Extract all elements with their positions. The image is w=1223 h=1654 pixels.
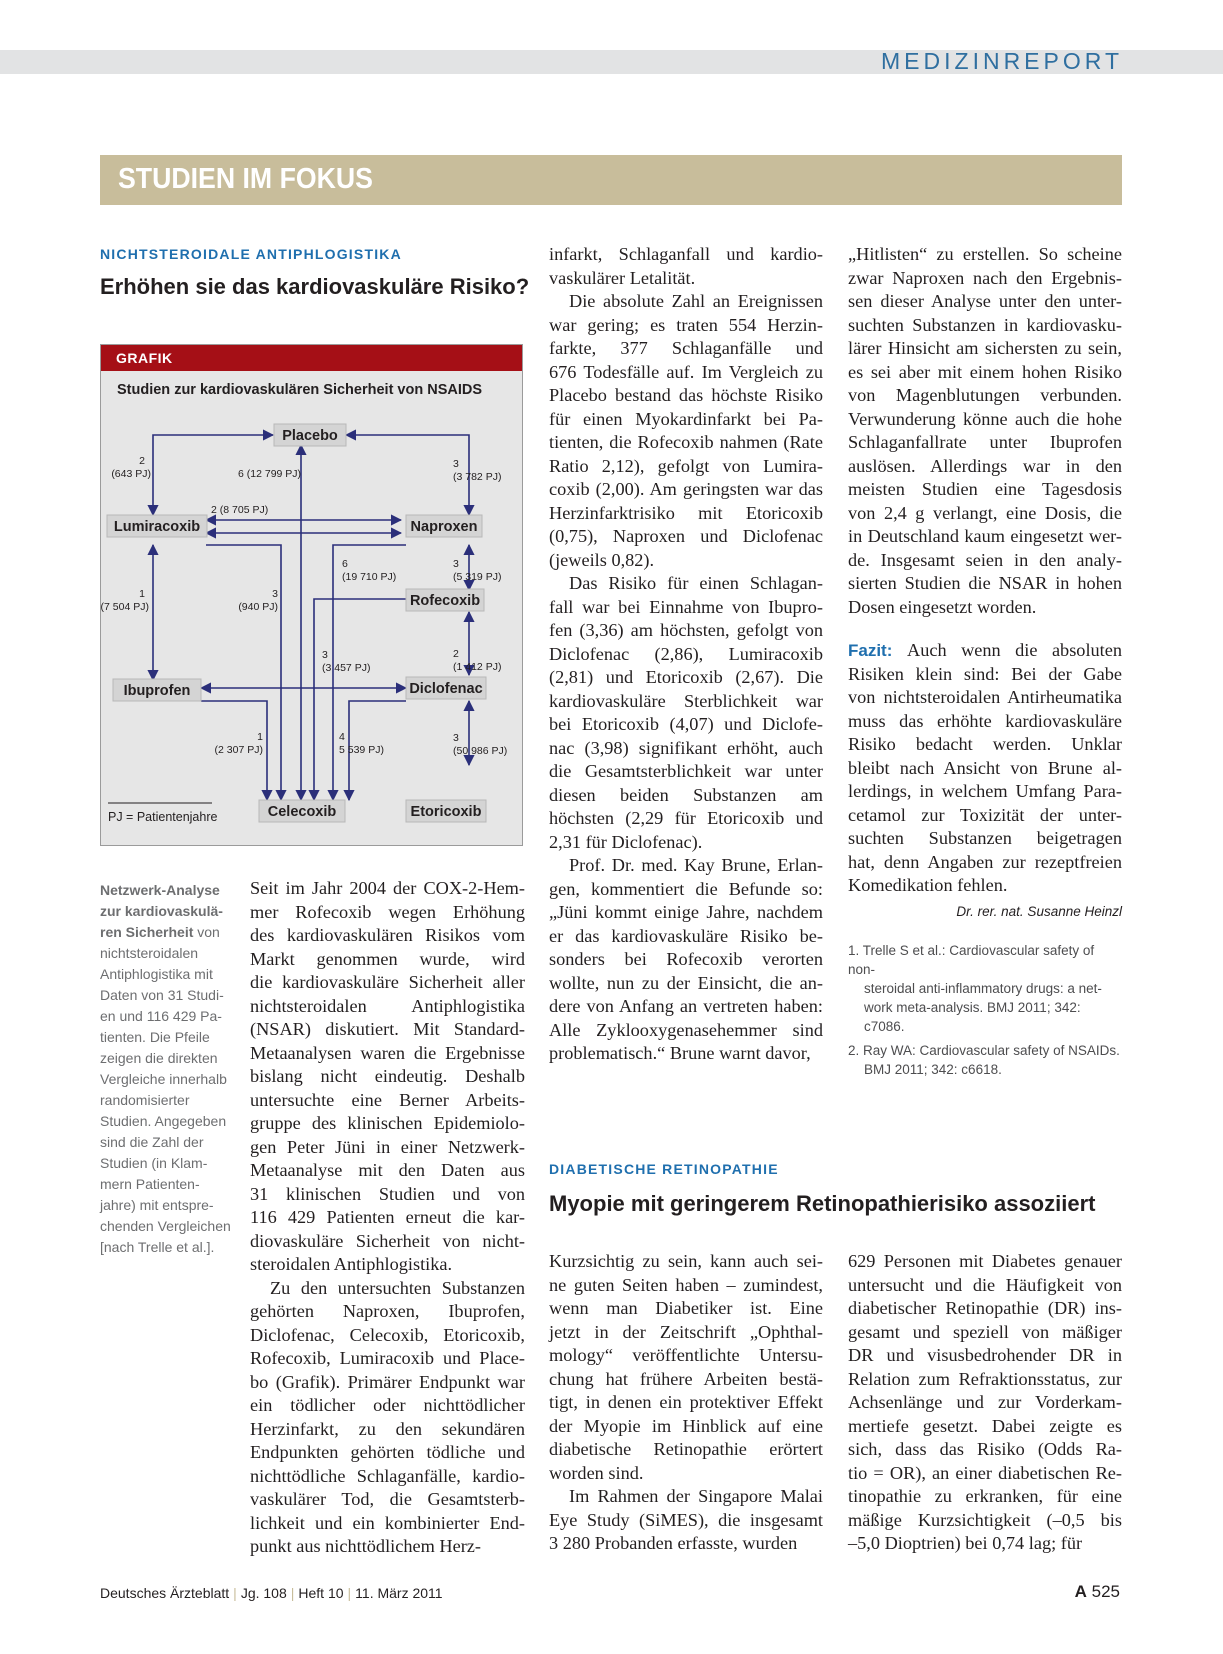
reference-line: BMJ 2011; 342: c6618.: [864, 1062, 1002, 1077]
node-placebo: [274, 424, 346, 446]
fazit-line: von nichtsteroidalen Antirheumatika: [848, 687, 1122, 707]
text-line: gruppe des klinischen Epidemiolo-: [250, 1113, 525, 1133]
text-line: Relation zum Refraktionsstatus, zur: [848, 1368, 1122, 1389]
section-banner: [100, 155, 1122, 205]
text-line: gesamt und speziell von mäßiger: [848, 1321, 1122, 1342]
text-line: für einen Myokardinfarkt bei Pa-: [549, 408, 823, 429]
text-line: ne guten Seiten haben – zumindest,: [549, 1274, 823, 1295]
node-lumiracoxib-label: Lumiracoxib: [113, 519, 201, 535]
network-figure: [100, 344, 523, 846]
edge-label-pj: (940 PJ): [238, 601, 278, 613]
figure-label: GRAFIK: [116, 350, 173, 366]
edge-label-studies: 1: [257, 731, 263, 743]
text-line: lichkeit und ein kombinierter End-: [250, 1512, 525, 1533]
edge-label-studies: 3: [322, 649, 328, 661]
article1-column1: [250, 877, 525, 1559]
text-line: tienten, die Rofecoxib nahmen (Rate: [549, 432, 823, 452]
reference-item: [848, 941, 1122, 1036]
text-line: coxib (2,00). Am geringsten war das: [549, 479, 823, 499]
caption-line: jahre) mit entspre-: [100, 1197, 214, 1213]
fazit-label: Fazit:: [848, 641, 908, 660]
text-line: gehörten Naproxen, Ibuprofen,: [250, 1301, 525, 1321]
footer-journal: Deutsches Ärzteblatt: [100, 1585, 230, 1601]
edge-label-studies: 2: [139, 455, 145, 467]
fazit-line: Komedikation fehlen.: [848, 875, 1008, 895]
node-celecoxib: [259, 800, 345, 822]
edge-placebo-naproxen: [346, 435, 469, 515]
text-line: der Myopie im Hinblick auf eine: [549, 1415, 823, 1436]
edge-label-studies: 3: [453, 558, 459, 570]
text-line: lärer Hinsicht am sichersten zu sein,: [848, 338, 1122, 358]
text-line: Alle Zyklooxygenasehemmer sind: [549, 1019, 823, 1040]
node-rofecoxib: [406, 589, 484, 611]
text-line: er das kardiovaskuläre Risiko be-: [549, 925, 823, 946]
text-line: de. Insgesamt seien in den analy-: [848, 549, 1122, 570]
text-line: diovaskuläre Sicherheit von nicht-: [250, 1230, 525, 1251]
fazit-line: Risiken klein sind: Bei der Gabe: [848, 663, 1122, 684]
text-line: des kardiovaskulären Risikos vom: [250, 925, 525, 945]
page-number-value: 525: [1091, 1582, 1120, 1601]
text-line: kardiovaskuläre Sterblichkeit war: [549, 690, 823, 711]
text-line: worden sind.: [549, 1462, 644, 1483]
caption-line: [nach Trelle et al.].: [100, 1239, 215, 1255]
fazit-line: lerdings, in welchem Umfang Para-: [848, 781, 1122, 801]
edge-label-pj: (3 782 PJ): [453, 471, 502, 483]
footer-citation: Deutsches Ärzteblatt | Jg. 108 | Heft 10 | 11. März 2011: [100, 1585, 443, 1601]
text-line: ein tödlicher oder nichttödlicher: [250, 1395, 525, 1415]
text-line: tio = OR), an einer diabetischen Re-: [848, 1462, 1122, 1483]
text-line: steroidalen Antiphlogistika.: [250, 1254, 453, 1274]
text-line: diabetische Retinopathie erörtert: [549, 1439, 823, 1459]
text-line: problematisch.“ Brune warnt davor,: [549, 1043, 811, 1063]
text-line: sich, dass das Risiko (Odds Ra-: [848, 1439, 1122, 1459]
text-line: Placebo bestand das höchste Risiko: [549, 385, 823, 405]
node-etoricoxib-label: Etoricoxib: [410, 804, 482, 820]
edge-label-pj: (643 PJ): [111, 468, 151, 480]
text-line: (NSAR) diskutiert. Mit Standard-: [250, 1019, 525, 1039]
text-line: punkt aus nichttödlichem Herz-: [250, 1536, 481, 1556]
fazit-line: cetamol zur Toxizität der unter-: [848, 804, 1122, 825]
edge-label-pj: (3 457 PJ): [322, 662, 371, 674]
text-line: nichttödliche Schlaganfälle, kardio-: [250, 1465, 525, 1486]
edge-label-pj: 5 539 PJ): [339, 744, 384, 756]
article1-column3: [848, 243, 1122, 1084]
text-line: es sei aber mit einem hohen Risiko: [848, 361, 1122, 382]
text-line: „Jüni kommt einige Jahre, nachdem: [549, 902, 823, 922]
footer-volume: Jg. 108: [240, 1585, 287, 1601]
text-line: untersucht und die Häufigkeit von: [848, 1274, 1122, 1295]
text-line: Rofecoxib, Lumiracoxib und Place-: [250, 1348, 525, 1368]
caption-line: randomisierter: [100, 1092, 190, 1108]
text-line: bislang nicht eindeutig. Deshalb: [250, 1066, 525, 1086]
text-line: Verwunderung könne auch die hohe: [848, 408, 1122, 429]
node-diclofenac: [406, 677, 486, 699]
node-diclofenac-label: Diclofenac: [409, 681, 483, 697]
caption-line: ren Sicherheit von: [100, 924, 220, 940]
text-line: „Hitlisten“ zu erstellen. So scheine: [848, 244, 1122, 264]
text-line: nichtsteroidalen Antiphlogistika: [250, 995, 525, 1016]
text-line: die kardiovaskuläre Sicherheit aller: [250, 972, 525, 992]
node-rofecoxib-label: Rofecoxib: [409, 593, 481, 609]
text-line: Endpunkten gehörten tödliche und: [250, 1442, 525, 1462]
node-celecoxib-label: Celecoxib: [267, 804, 337, 820]
text-line: 629 Personen mit Diabetes genauer: [848, 1251, 1122, 1271]
edge-label-studies: 4: [339, 731, 345, 743]
text-line: Diclofenac (2,86), Lumiracoxib: [549, 643, 823, 664]
text-line: vaskulärer Letalität.: [549, 267, 696, 288]
author-credit: Dr. rer. nat. Susanne Heinzl: [956, 903, 1122, 919]
text-line: meisten Studien eine Tagesdosis: [848, 479, 1122, 499]
text-line: 31 klinischen Studien und von: [250, 1183, 525, 1204]
caption-line: Netzwerk-Analyse: [100, 882, 220, 898]
text-line: Die absolute Zahl an Ereignissen: [569, 291, 823, 311]
text-line: die Gesamtsterblichkeit war unter: [549, 761, 823, 781]
caption-line: sind die Zahl der: [100, 1134, 204, 1150]
text-line: 116 429 Patienten erneut die kar-: [250, 1207, 525, 1227]
edge-label-pj: (19 710 PJ): [342, 571, 397, 583]
caption-line: Antiphlogistika mit: [100, 966, 213, 982]
edge-label-studies: 6: [342, 558, 348, 570]
text-line: auslösen. Allerdings war in den: [848, 455, 1122, 476]
node-lumiracoxib: [107, 515, 207, 537]
text-line: Schlaganfallrate unter Ibuprofen: [848, 432, 1122, 452]
reference-line: steroidal anti-inflammatory drugs: a net-: [864, 981, 1102, 996]
text-line: 2,31 für Diclofenac).: [549, 831, 703, 852]
edge-label-studies: 2: [453, 648, 459, 660]
caption-line: Daten von 31 Studi-: [100, 987, 224, 1003]
node-naproxen: [406, 515, 482, 537]
edge-label-pj: (1 412 PJ): [453, 661, 502, 673]
node-etoricoxib: [406, 800, 486, 822]
text-line: Zu den untersuchten Substanzen: [270, 1277, 525, 1298]
footer-date: 11. März 2011: [355, 1585, 443, 1601]
text-line: wenn man Diabetiker ist. Eine: [549, 1298, 823, 1318]
caption-line: nichtsteroidalen: [100, 945, 199, 961]
text-line: 3 280 Probanden erfasste, wurden: [549, 1533, 798, 1553]
node-placebo-label: Placebo: [282, 428, 338, 444]
caption-line: tienten. Die Pfeile: [100, 1029, 210, 1045]
footer-issue: Heft 10: [298, 1585, 344, 1601]
edge-label-studies: 3: [453, 458, 459, 470]
fazit-text: Auch wenn die absoluten: [907, 640, 1123, 660]
fazit-line: Risiko bedacht werden. Unklar: [848, 734, 1122, 754]
caption-line: en und 116 429 Pa-: [100, 1008, 222, 1024]
caption-line: Studien (in Klam-: [100, 1155, 208, 1171]
page-number: [1075, 1582, 1120, 1602]
text-line: von Magenblutungen verbunden.: [848, 385, 1122, 405]
text-line: Eye Study (SiMES), die insgesamt: [549, 1509, 823, 1530]
text-line: mertiefe gesetzt. Dabei zeigte es: [848, 1415, 1122, 1436]
text-line: zwar Naproxen nach den Ergebnis-: [848, 267, 1122, 288]
fazit-line: suchten Substanzen beigetragen: [848, 828, 1122, 848]
fazit-line: hat, denn Angaben zur rezeptfreien: [848, 851, 1122, 872]
text-line: diabetischer Retinopathie (DR) ins-: [848, 1298, 1122, 1318]
edge-label-pj: 2 (8 705 PJ): [211, 504, 269, 516]
article1-headline: Erhöhen sie das kardiovaskuläre Risiko?: [100, 274, 530, 299]
text-line: diesen beiden Substanzen am: [549, 784, 823, 805]
article1-kicker: NICHTSTEROIDALE ANTIPHLOGISTIKA: [100, 246, 402, 262]
text-line: Diclofenac, Celecoxib, Etoricoxib,: [250, 1324, 525, 1345]
section-label: MEDIZINREPORT: [881, 48, 1123, 74]
text-line: suchten Substanzen in kardiovasku-: [848, 314, 1122, 335]
fazit-line: muss das erhöhte kardiovaskuläre: [848, 710, 1122, 731]
text-line: Dosen eingesetzt worden.: [848, 596, 1037, 617]
text-line: Im Rahmen der Singapore Malai: [569, 1486, 823, 1506]
page-prefix: A: [1074, 1582, 1087, 1601]
text-line: –5,0 Dioptrien) bei 0,74 lag; für: [848, 1533, 1083, 1553]
edge-label-pj: (50 986 PJ): [453, 745, 508, 757]
text-line: Das Risiko für einen Schlagan-: [569, 573, 823, 593]
text-line: bei Etoricoxib (4,07) und Diclofe-: [549, 714, 823, 734]
text-line: bo (Grafik). Primärer Endpunkt war: [250, 1371, 525, 1392]
text-line: 676 Todesfälle auf. Im Vergleich zu: [549, 361, 823, 382]
text-line: mology“ veröffentlichte Untersu-: [549, 1345, 823, 1365]
article2-headline: Myopie mit geringerem Retinopathierisiko assoziiert: [549, 1191, 1096, 1216]
caption-line: zeigen die direkten: [100, 1050, 218, 1066]
fazit-line: [848, 639, 1122, 663]
node-naproxen-label: Naproxen: [410, 519, 478, 535]
node-ibuprofen-label: Ibuprofen: [123, 683, 191, 699]
edge-label-pj: (7 504 PJ): [101, 601, 149, 613]
text-line: Ratio 2,12), gefolgt von Lumira-: [549, 455, 823, 476]
text-line: Markt genommen wurde, wird: [250, 948, 525, 969]
text-line: Kurzsichtig zu sein, kann auch sei-: [549, 1251, 823, 1271]
edge-label-pj: (5 319 PJ): [453, 571, 502, 583]
node-ibuprofen: [113, 679, 201, 701]
caption-line: zur kardiovaskulä-: [100, 903, 223, 919]
legend-text: PJ = Patientenjahre: [108, 810, 218, 824]
article2-kicker: DIABETISCHE RETINOPATHIE: [549, 1161, 779, 1177]
text-line: von 2,4 g verlangt, eine Dosis, die: [848, 502, 1122, 523]
text-line: Herzinfarktrisiko mit Etoricoxib: [549, 502, 823, 523]
caption-line: Studien. Angegeben: [100, 1113, 227, 1129]
text-line: mer Rofecoxib wegen Erhöhung: [250, 901, 525, 922]
text-line: sierten Studien die NSAR in hohen: [848, 573, 1122, 593]
reference-line: 2. Ray WA: Cardiovascular safety of NSAIDs.: [848, 1043, 1120, 1058]
text-line: sonders bei Rofecoxib verorten: [549, 949, 823, 969]
text-line: sen dieser Analyse unter den unter-: [848, 291, 1122, 311]
text-line: infarkt, Schlaganfall und kardio-: [549, 244, 823, 264]
caption-bold: ren Sicherheit: [100, 924, 194, 940]
figure-title: Studien zur kardiovaskulären Sicherheit von NSAIDS: [117, 382, 483, 398]
text-line: farkte, 377 Schlaganfälle und: [549, 338, 823, 358]
text-line: fen (3,36) am höchsten, gefolgt von: [549, 620, 823, 640]
reference-line: 1. Trelle S et al.: Cardiovascular safety of non-: [848, 943, 1095, 977]
text-line: tinopathie zu erkranken, für eine: [848, 1486, 1122, 1506]
edge-label-pj: 6 (12 799 PJ): [238, 468, 302, 480]
text-line: Metaanalyse mit den Daten aus: [250, 1160, 525, 1180]
text-line: tigt, in denen ein protektiver Effekt: [549, 1392, 823, 1412]
text-line: DR und visusbedrohender DR in: [848, 1345, 1122, 1365]
text-line: untersuchte eine Berner Arbeits-: [250, 1089, 525, 1110]
text-line: Prof. Dr. med. Kay Brune, Erlan-: [569, 855, 823, 875]
caption-line: mern Patienten-: [100, 1176, 200, 1192]
reference-line: work meta-analysis. BMJ 2011; 342:: [864, 1000, 1081, 1015]
text-line: (0,75), Naproxen und Diclofenac: [549, 526, 823, 546]
fazit-line: bleibt nach Ansicht von Brune al-: [848, 757, 1122, 778]
reference-item: [848, 1041, 1122, 1079]
text-line: dere von Anfang an vertreten haben:: [549, 996, 823, 1016]
edge-lumiracoxib-celecoxib: [206, 545, 281, 800]
text-line: Achsenlänge und zur Vorderkam-: [848, 1392, 1122, 1412]
text-line: Metaanalysen waren die Ergebnisse: [250, 1042, 525, 1063]
figure-caption: [100, 880, 230, 1258]
banner-title: STUDIEN IM FOKUS: [118, 163, 373, 195]
edge-label-studies: 3: [453, 732, 459, 744]
text-line: wollte, nun zu der Einsicht, die an-: [549, 972, 823, 993]
caption-line: Vergleiche innerhalb: [100, 1071, 227, 1087]
text-line: gen Peter Jüni in einer Netzwerk-: [250, 1136, 525, 1157]
text-line: war gering; es traten 554 Herzin-: [549, 314, 823, 335]
text-line: (jeweils 0,82).: [549, 549, 655, 570]
text-line: gen, kommentiert die Befunde so:: [549, 878, 823, 899]
reference-list: [848, 941, 1122, 1079]
text-line: (2,81) und Etoricoxib (2,67). Die: [549, 667, 823, 687]
reference-line: c7086.: [864, 1019, 905, 1034]
text-line: höchsten (2,29 für Etoricoxib und: [549, 808, 823, 828]
article2-column3: [848, 1250, 1122, 1556]
article1-column2: [549, 243, 823, 1066]
text-line: nac (3,98) signifikant erhöht, auch: [549, 737, 823, 758]
network-diagram: [101, 345, 522, 845]
text-line: vaskulärer Tod, die Gesamtsterb-: [250, 1489, 525, 1509]
edge-label-pj: (2 307 PJ): [214, 744, 263, 756]
edge-label-studies: 1: [139, 588, 145, 600]
article2-column2: [549, 1250, 823, 1556]
text-line: chung hat frühere Arbeiten bestä-: [549, 1368, 823, 1389]
text-line: Seit im Jahr 2004 der COX-2-Hem-: [250, 878, 525, 898]
text-line: mäßige Kurzsichtigkeit (–0,5 bis: [848, 1509, 1122, 1530]
edge-rofecoxib-celecoxib: [314, 599, 406, 800]
caption-line: chenden Vergleichen: [100, 1218, 231, 1234]
text-line: Herzinfarkt, zu den sekundären: [250, 1418, 525, 1439]
text-line: in Deutschland kaum eingesetzt wer-: [848, 526, 1122, 546]
edge-label-studies: 3: [272, 588, 278, 600]
text-line: jetzt in der Zeitschrift „Ophthal-: [549, 1321, 823, 1342]
text-line: fall war bei Einnahme von Ibupro-: [549, 596, 823, 617]
